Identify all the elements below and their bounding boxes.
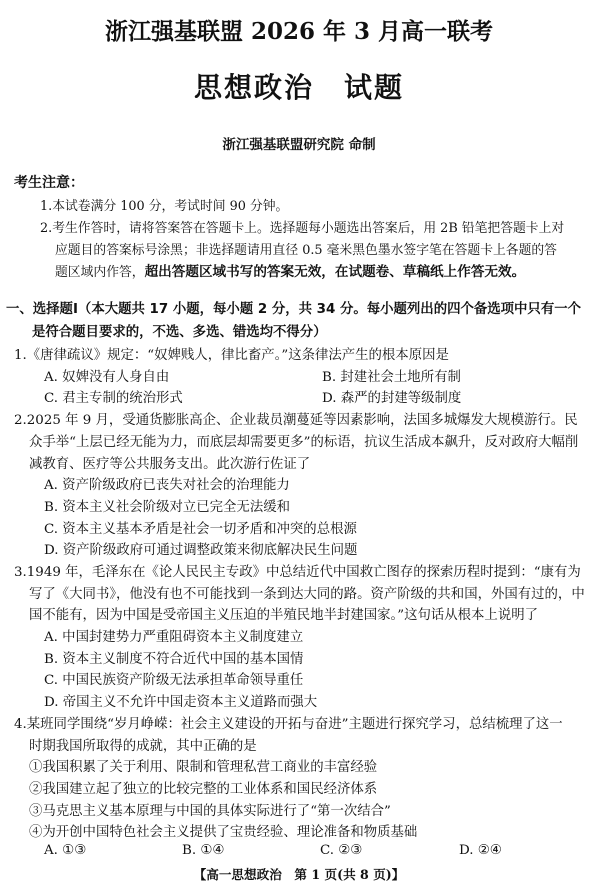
question-2-line-2: 众手举“上层已经无能为力，而底层却需要更多”的标语，抗议生活成本飙升，反对政府大幅削 bbox=[29, 435, 579, 450]
question-4-statement-4: ④为开创中国特色社会主义提供了宝贵经验、理论准备和物质基础 bbox=[29, 825, 418, 840]
question-3-line-2: 写了《大同书》，他没有也不可能找到一条到达大同的路。资产阶级的共和国，外国有过的，中 bbox=[29, 587, 585, 602]
question-4-statement-3: ③马克思主义基本原理与中国的具体实际进行了“第一次结合” bbox=[29, 804, 391, 819]
question-1-option-c: C. 君主专制的统治形式 bbox=[44, 391, 183, 406]
notice-item-1: 1.本试卷满分 100 分，考试时间 90 分钟。 bbox=[40, 199, 289, 214]
question-3-option-b: B. 资本主义制度不符合近代中国的基本国情 bbox=[44, 652, 304, 667]
question-1-option-b: B. 封建社会土地所有制 bbox=[322, 370, 461, 385]
question-3-option-d: D. 帝国主义不允许中国走资本主义道路而强大 bbox=[44, 695, 318, 710]
question-2-option-c: C. 资本主义基本矛盾是社会一切矛盾和冲突的总根源 bbox=[44, 522, 357, 537]
question-2-line-1: 2.2025 年 9 月，受通货膨胀高企、企业裁员潮蔓延等因素影响，法国多城爆发大规模游行。民 bbox=[14, 413, 578, 428]
publisher-line: 浙江强基联盟研究院 命制 bbox=[222, 137, 376, 153]
question-3-option-c: C. 中国民族资产阶级无法承担革命领导重任 bbox=[44, 673, 304, 688]
question-2-line-3: 减教育、医疗等公共服务支出。此次游行佐证了 bbox=[29, 457, 311, 472]
question-4-option-b: B. ①④ bbox=[182, 843, 225, 858]
section-heading-cont: 是符合题目要求的，不选、多选、错选均不得分） bbox=[32, 325, 327, 340]
question-4-statement-2: ②我国建立起了独立的比较完整的工业体系和国民经济体系 bbox=[29, 782, 378, 797]
question-4-line-1: 4.某班同学围绕“岁月峥嵘：社会主义建设的开拓与奋进”主题进行探究学习，总结梳理了这一 bbox=[14, 717, 563, 732]
question-1-option-d: D. 森严的封建等级制度 bbox=[322, 391, 462, 406]
question-4-option-a: A. ①③ bbox=[44, 843, 87, 858]
notice-heading: 考生注意： bbox=[14, 175, 84, 191]
question-1-stem: 1.《唐律疏议》规定：“奴婢贱人，律比畜产。”这条律法产生的根本原因是 bbox=[14, 348, 449, 363]
notice-item-2-line-2: 应题目的答案标号涂黑；非选择题请用直径 0.5 毫米黑色墨水签字笔在答题卡上各题的答 bbox=[55, 243, 557, 258]
notice-item-2-line-1: 2.考生作答时，请将答案答在答题卡上。选择题每小题选出答案后，用 2B 铅笔把答题卡上对 bbox=[40, 221, 565, 236]
question-3-line-1: 3.1949 年，毛泽东在《论人民民主专政》中总结近代中国救亡图存的探索历程时提到：“康有为 bbox=[14, 565, 581, 580]
question-3-line-3: 国不能有，因为中国是受帝国主义压迫的半殖民地半封建国家。”这句话从根本上说明了 bbox=[29, 608, 538, 623]
notice-warning: 超出答题区域书写的答案无效，在试题卷、草稿纸上作答无效。 bbox=[144, 264, 526, 280]
question-1-option-a: A. 奴婢没有人身自由 bbox=[44, 370, 170, 385]
question-4-line-2: 时期我国所取得的成就，其中正确的是 bbox=[29, 739, 257, 754]
question-2-option-d: D. 资产阶级政府可通过调整政策来彻底解决民生问题 bbox=[44, 543, 358, 558]
notice-item-2-line-3 bbox=[55, 260, 525, 280]
question-4-option-c: C. ②③ bbox=[320, 843, 363, 858]
question-2-option-b: B. 资本主义社会阶级对立已完全无法缓和 bbox=[44, 500, 290, 515]
question-2-option-a: A. 资产阶级政府已丧失对社会的治理能力 bbox=[44, 478, 290, 493]
notice-item-2-line-3-plain: 题区域内作答， bbox=[55, 265, 145, 280]
question-4-option-d: D. ②④ bbox=[459, 843, 502, 858]
question-3-option-a: A. 中国封建势力严重阻碍资本主义制度建立 bbox=[44, 630, 304, 645]
subject-title: 思想政治 试题 bbox=[193, 71, 404, 104]
question-4-statement-1: ①我国积累了关于利用、限制和管理私营工商业的丰富经验 bbox=[29, 760, 378, 775]
section-heading: 一、选择题Ⅰ（本大题共 17 小题，每小题 2 分，共 34 分。每小题列出的四个备选项中只有一个 bbox=[6, 302, 581, 317]
exam-title: 浙江强基联盟 2026 年 3 月高一联考 bbox=[104, 18, 494, 45]
page-footer: 【高一思想政治 第 1 页(共 8 页)】 bbox=[193, 867, 405, 882]
